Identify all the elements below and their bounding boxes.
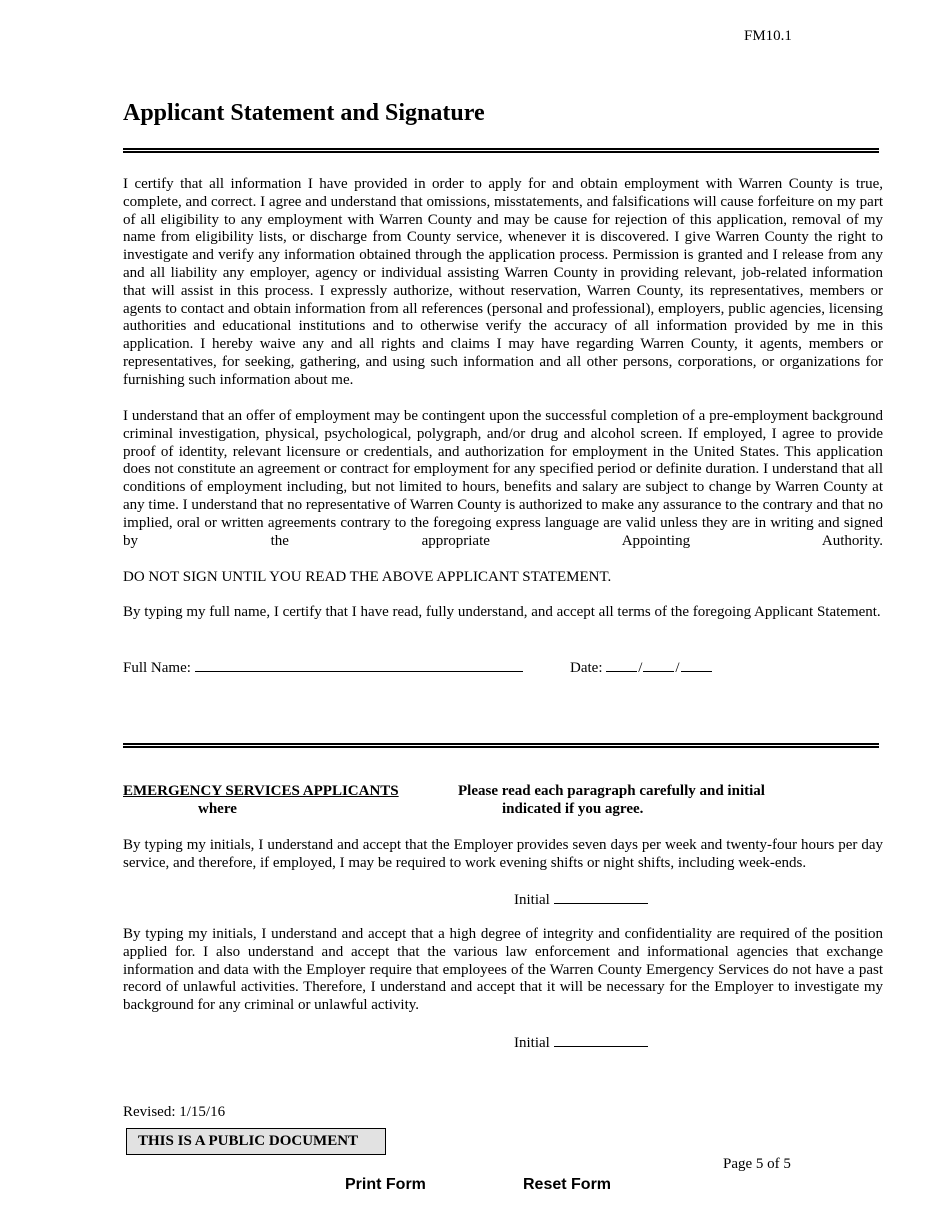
date-separator: / [675, 660, 680, 676]
initial-field-2[interactable] [554, 1033, 648, 1047]
emergency-paragraph-2: By typing my initials, I understand and accept that a high degree of integrity and confidentiality are required of the position applied for. I also understand and accept that the various law enforcement and informational agencies that exchange information and data with the Employer require that employees of the Warren County Emergency Services do not have a past record of unlawful activities. Therefore, I understand and accept that it will be necessary for the Employer to investigate my background for any criminal or unlawful activity. [123, 926, 883, 1014]
sign-warning: DO NOT SIGN UNTIL YOU READ THE ABOVE APPLICANT STATEMENT. [123, 569, 612, 585]
initial-row-1 [514, 890, 648, 909]
date-year-field[interactable] [681, 658, 712, 672]
date-day-field[interactable] [643, 658, 674, 672]
initial-label: Initial [514, 1035, 550, 1051]
emergency-instruction-line-2: indicated if you agree. [502, 801, 644, 817]
print-form-button[interactable]: Print Form [345, 1176, 426, 1193]
emergency-where-text: where [198, 801, 237, 817]
header-divider [123, 148, 879, 153]
statement-paragraph-1: I certify that all information I have provided in order to apply for and obtain employment with Warren County is true, complete, and correct. I agree and understand that omissions, misstatements, and falsifications will cause forfeiture on my part of all eligibility to any employment with Warren County and may be cause for rejection of this application, removal of my name from eligibility lists, or discharge from County service, whenever it is discovered. I give Warren County the right to investigate and verify any information obtained through the application process. Permission is granted and I release from any and all liability any employer, agency or individual assisting Warren County in providing relevant, job-related information that will assist in this process. I expressly authorize, without reservation, Warren County, its representatives, members or agents to contact and obtain information from all references (personal and professional), employers, public agencies, licensing authorities and educational institutions and to otherwise verify the accuracy of all information provided by me in this application. I hereby waive any and all rights and claims I may have regarding Warren County, it agents, members or representatives, for seeking, gathering, and using such information and all other persons, corporations, or organizations for furnishing such information about me. [123, 176, 883, 388]
full-name-row [123, 658, 523, 677]
initial-row-2 [514, 1033, 648, 1052]
reset-form-button[interactable]: Reset Form [523, 1176, 612, 1193]
initial-field-1[interactable] [554, 890, 648, 904]
public-document-notice: THIS IS A PUBLIC DOCUMENT [126, 1128, 386, 1155]
date-row [570, 658, 712, 677]
statement-paragraph-2: I understand that an offer of employment may be contingent upon the successful completion of a pre-employment background criminal investigation, physical, psychological, polygraph, and/or drug and alcohol screen. If employed, I agree to provide proof of identity, relevant licensure or credentials, and authorization for employment in the United States. This application does not constitute an agreement or contract for employment for any specified period or definite duration. I understand that all conditions of employment including, but not limited to hours, benefits and salary are subject to change by Warren County at any time. I understand that no representative of Warren County is authorized to make any assurance to the contrary and that no implied, oral or written agreements contrary to the foregoing express language are valid unless they are in writing and signed by the appropriate Appointing Authority. [123, 408, 883, 549]
date-month-field[interactable] [606, 658, 637, 672]
page-number: Page 5 of 5 [723, 1156, 791, 1172]
emergency-services-heading: EMERGENCY SERVICES APPLICANTS [123, 783, 399, 799]
full-name-field[interactable] [195, 658, 523, 672]
form-code: FM10.1 [744, 28, 792, 44]
certify-statement: By typing my full name, I certify that I have read, fully understand, and accept all terms of the foregoing Applicant Statement. [123, 604, 881, 620]
page-title: Applicant Statement and Signature [123, 100, 485, 126]
date-separator: / [638, 660, 643, 676]
date-label: Date: [570, 660, 603, 676]
initial-label: Initial [514, 892, 550, 908]
section-divider [123, 743, 879, 748]
full-name-label: Full Name: [123, 660, 191, 676]
revised-date: Revised: 1/15/16 [123, 1104, 226, 1120]
emergency-instruction-line-1: Please read each paragraph carefully and initial [458, 783, 765, 799]
emergency-paragraph-1: By typing my initials, I understand and accept that the Employer provides seven days per week and twenty-four hours per day service, and therefore, if employed, I may be required to work evening shifts or night shifts, including week-ends. [123, 837, 883, 871]
